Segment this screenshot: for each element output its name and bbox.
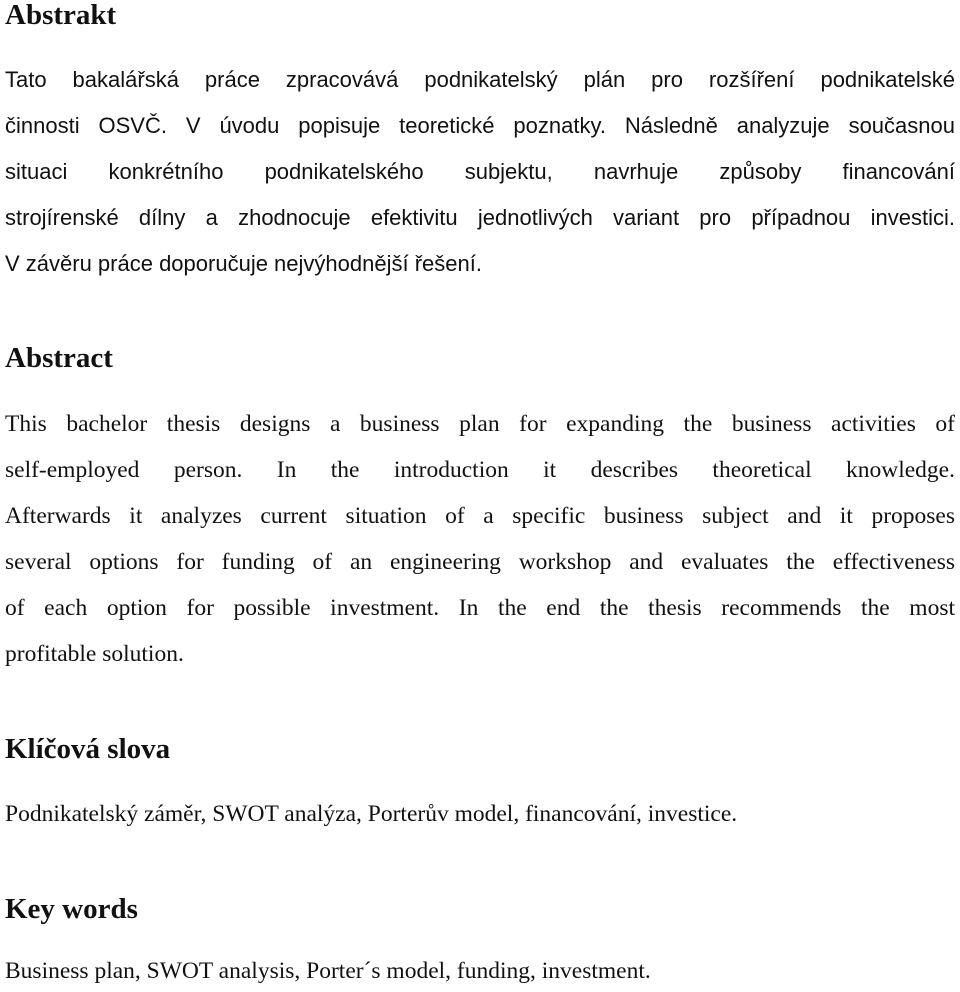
abstract-line: This bachelor thesis designs a business plan for expanding the business activities of	[5, 411, 955, 437]
abstract-line: self-employed person. In the introduction it describes theoretical knowledge.	[5, 457, 955, 483]
abstract-paragraph	[5, 401, 955, 677]
heading-abstrakt: Abstrakt	[5, 0, 117, 31]
key-words-text: Business plan, SWOT analysis, Porter´s model, funding, investment.	[5, 958, 651, 984]
abstrakt-line: V závěru práce doporučuje nejvýhodnější řešení.	[5, 251, 482, 276]
heading-abstract: Abstract	[5, 342, 113, 374]
heading-key-words: Key words	[5, 893, 138, 925]
abstrakt-paragraph	[5, 57, 955, 287]
abstract-line: profitable solution.	[5, 641, 184, 667]
abstrakt-line: Tato bakalářská práce zpracovává podnikatelský plán pro rozšíření podnikatelské	[5, 67, 955, 92]
abstract-line: several options for funding of an engineering workshop and evaluates the effectiveness	[5, 549, 955, 575]
abstrakt-line: situaci konkrétního podnikatelského subjektu, navrhuje způsoby financování	[5, 159, 955, 184]
heading-klicova-slova: Klíčová slova	[5, 733, 171, 765]
abstract-line: Afterwards it analyzes current situation of a specific business subject and it proposes	[5, 503, 955, 529]
abstrakt-line: strojírenské dílny a zhodnocuje efektivitu jednotlivých variant pro případnou investici.	[5, 205, 955, 230]
abstrakt-line: činnosti OSVČ. V úvodu popisuje teoretické poznatky. Následně analyzuje současnou	[5, 113, 955, 138]
abstract-line: of each option for possible investment. In the end the thesis recommends the most	[5, 595, 955, 621]
klicova-slova-text: Podnikatelský záměr, SWOT analýza, Porterův model, financování, investice.	[5, 801, 738, 827]
